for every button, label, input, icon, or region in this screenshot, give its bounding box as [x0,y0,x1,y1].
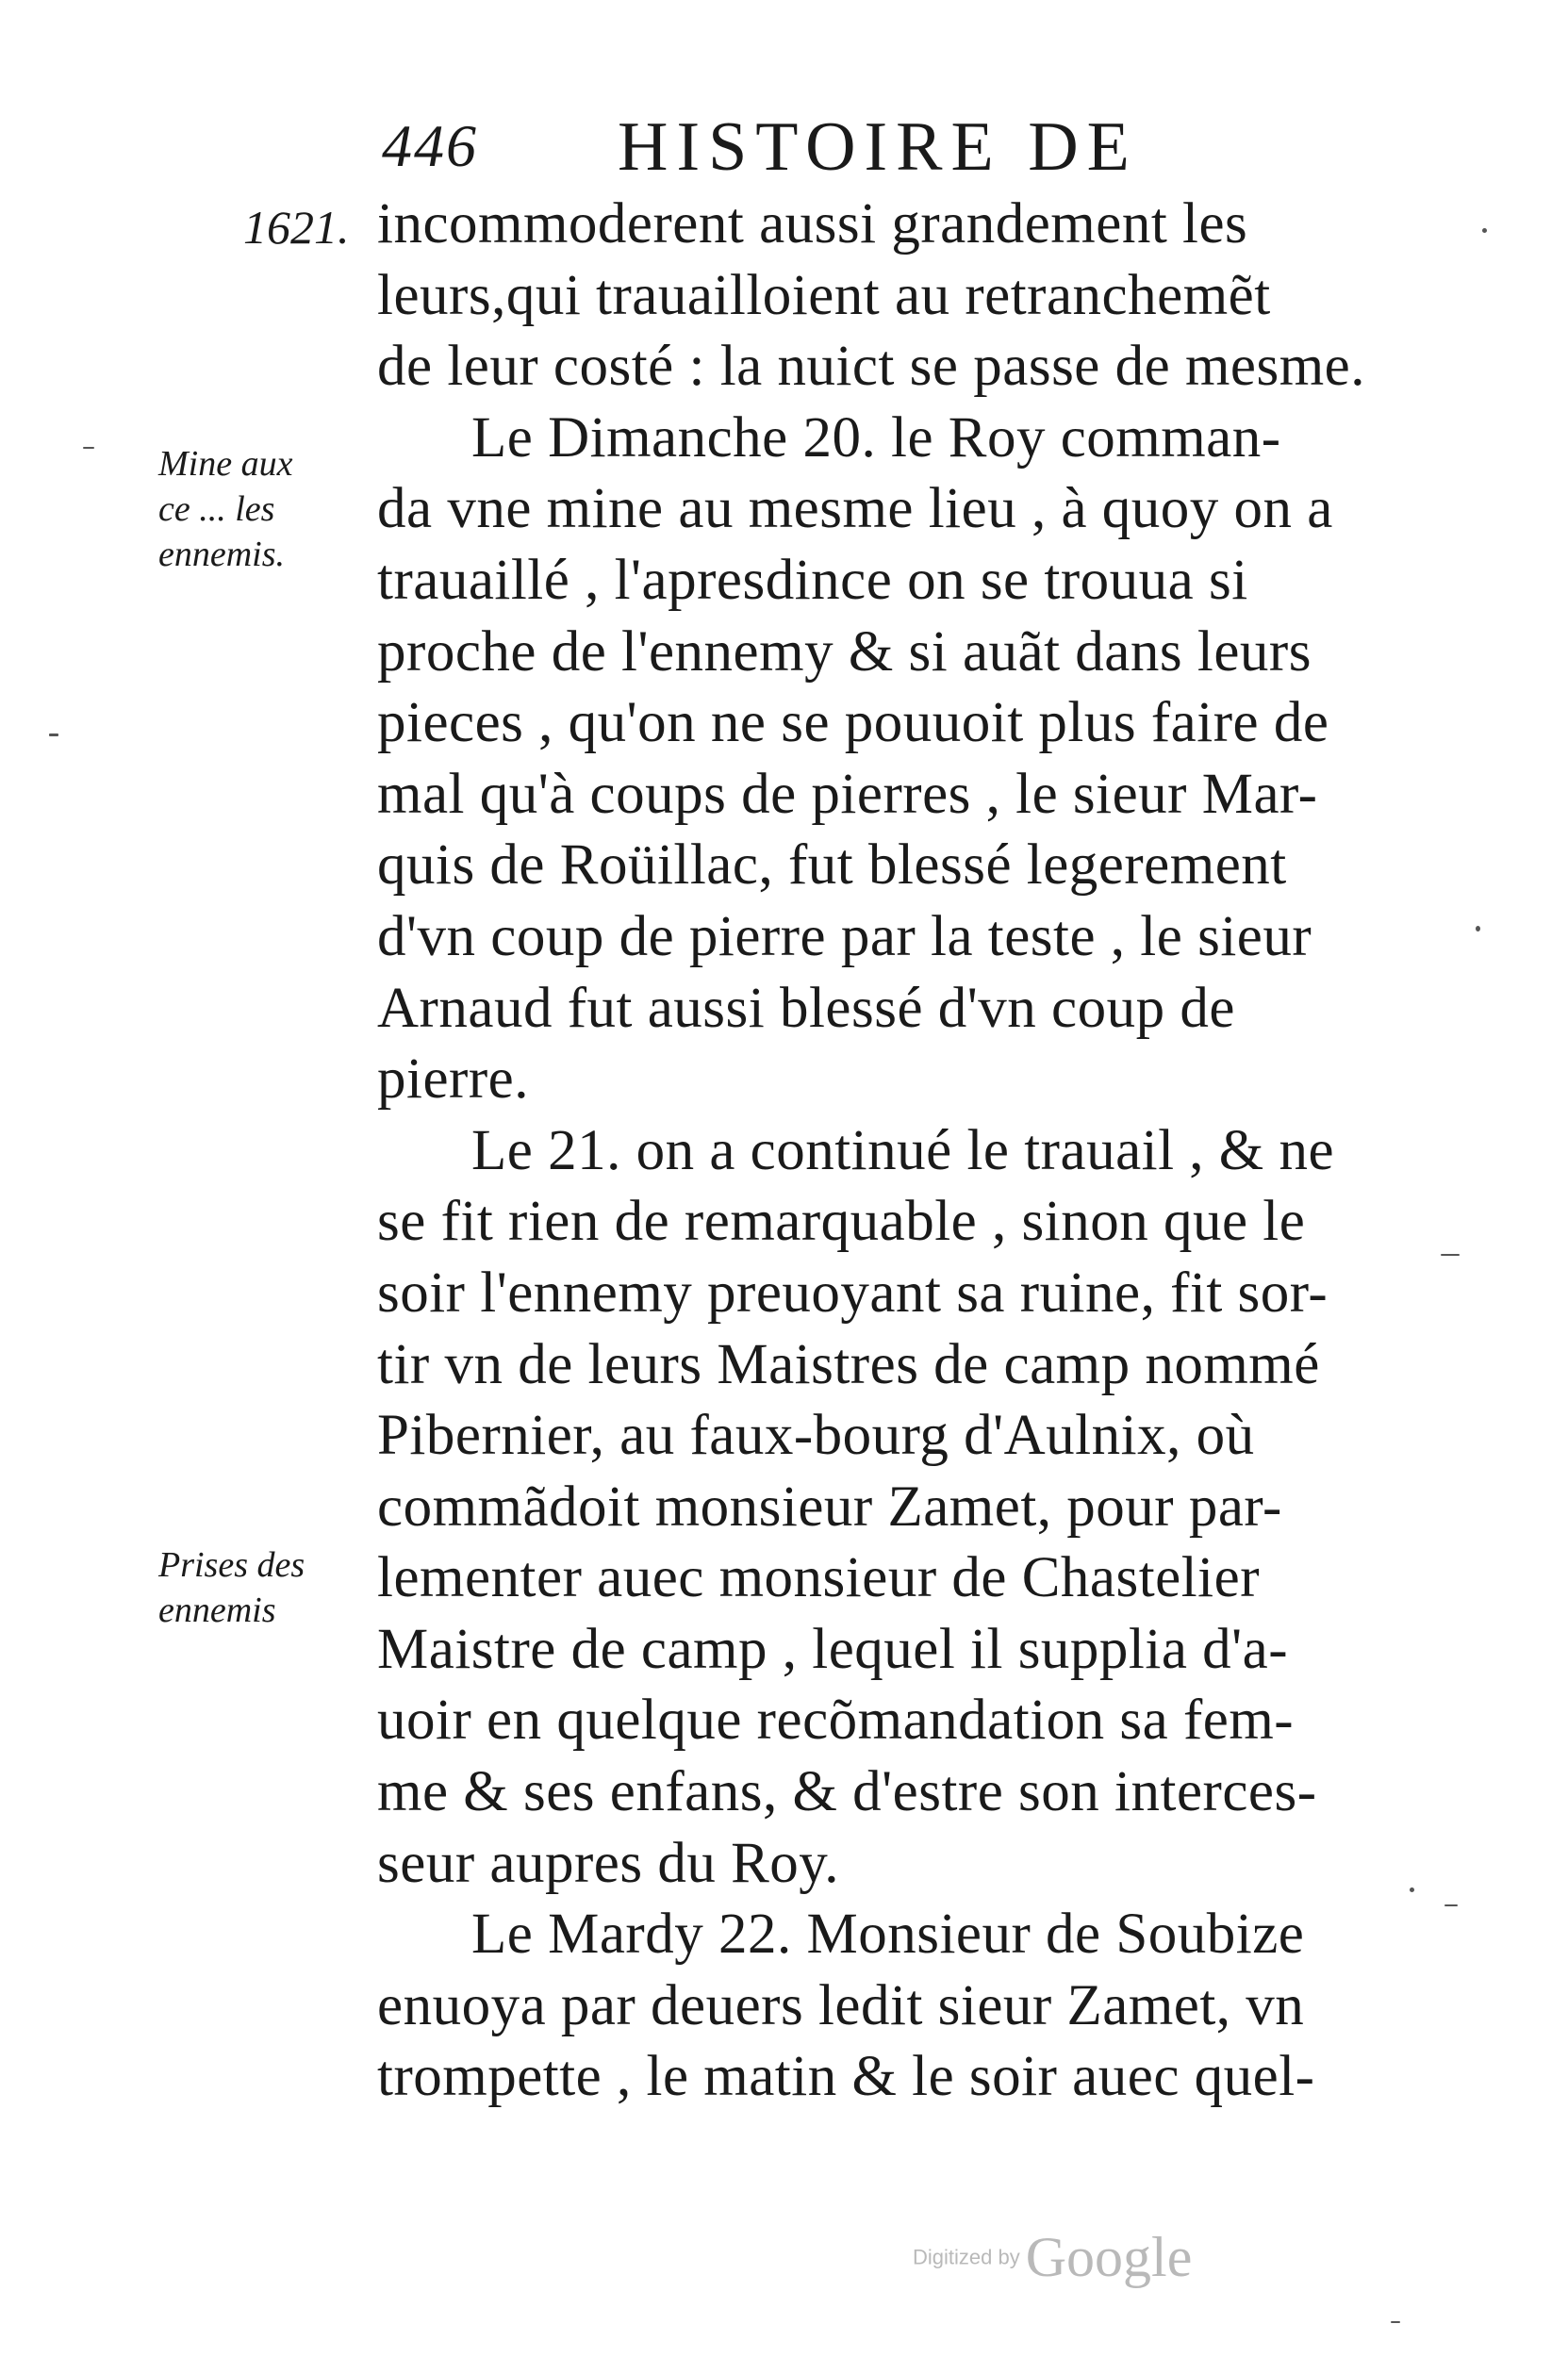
scan-speck [1410,1887,1414,1892]
text-line: trauaillé , l'apresdince on se trouua si [377,548,1248,612]
text-line: me & ses enfans, & d'estre son interces- [377,1760,1317,1824]
scan-speck [1391,2321,1400,2323]
body-text [377,189,1424,2113]
text-line: da vne mine au mesme lieu , à quoy on a [377,477,1333,541]
sidenote-line: Prises des [158,1545,305,1585]
text-line: commãdoit monsieur Zamet, pour par- [377,1475,1282,1539]
scan-speck [1444,1904,1458,1906]
margin-year: 1621. [243,201,350,254]
text-line: incommoderent aussi grandement les [377,192,1248,255]
scan-speck [83,447,94,449]
scan-speck [1476,926,1480,931]
text-line: Arnaud fut aussi blessé d'vn coup de [377,976,1235,1040]
digitized-watermark [913,2225,1192,2290]
text-line: mal qu'à coups de pierres , le sieur Mar- [377,762,1318,826]
text-line: Le Dimanche 20. le Roy comman- [471,405,1281,470]
running-title: HISTOIRE DE [618,108,1138,186]
text-line: pierre. [377,1047,529,1112]
text-line: se fit rien de remarquable , sinon que le [377,1190,1306,1254]
text-line: de leur costé : la nuict se passe de mesme. [377,335,1365,399]
scan-speck [49,733,58,736]
text-line: tir vn de leurs Maistres de camp nommé [377,1332,1320,1396]
scan-speck [1441,1254,1460,1256]
text-line: lementer auec monsieur de Chastelier [377,1546,1261,1610]
sidenote-prises [158,1542,366,1633]
text-line: soir l'ennemy preuoyant sa ruine, fit sor- [377,1261,1329,1325]
text-line: proche de l'ennemy & si auãt dans leurs [377,619,1312,684]
text-line: Maistre de camp , lequel il supplia d'a- [377,1617,1289,1681]
text-line: pieces , qu'on ne se pouuoit plus faire de [377,691,1329,755]
text-line: Le 21. on a continué le trauail , & ne [471,1118,1335,1182]
text-line: d'vn coup de pierre par la teste , le sieur [377,904,1312,968]
text-line: seur aupres du Roy. [377,1831,840,1895]
sidenote-mine [158,441,366,577]
google-logo: Google [1025,2226,1193,2288]
sidenote-line: ennemis. [158,535,286,574]
text-line: Le Mardy 22. Monsieur de Soubize [471,1903,1305,1967]
scan-speck [1482,228,1487,233]
text-line: trompette , le matin & le soir auec quel- [377,2045,1315,2109]
text-line: enuoya par deuers ledit sieur Zamet, vn [377,1973,1305,2037]
page-header [382,108,1287,196]
text-line: uoir en quelque recõmandation sa fem- [377,1689,1295,1753]
page-number: 446 [382,112,478,179]
sidenote-line: ennemis [158,1591,276,1630]
sidenote-line: Mine aux [158,444,293,484]
text-line: leurs,qui trauailloient au retranchemẽt [377,263,1271,327]
text-line: Pibernier, au faux-bourg d'Aulnix, où [377,1404,1255,1468]
text-line: quis de Roüillac, fut blessé legerement [377,833,1287,898]
watermark-prefix: Digitized by [913,2245,1020,2269]
sidenote-line: ce ... les [158,489,275,529]
